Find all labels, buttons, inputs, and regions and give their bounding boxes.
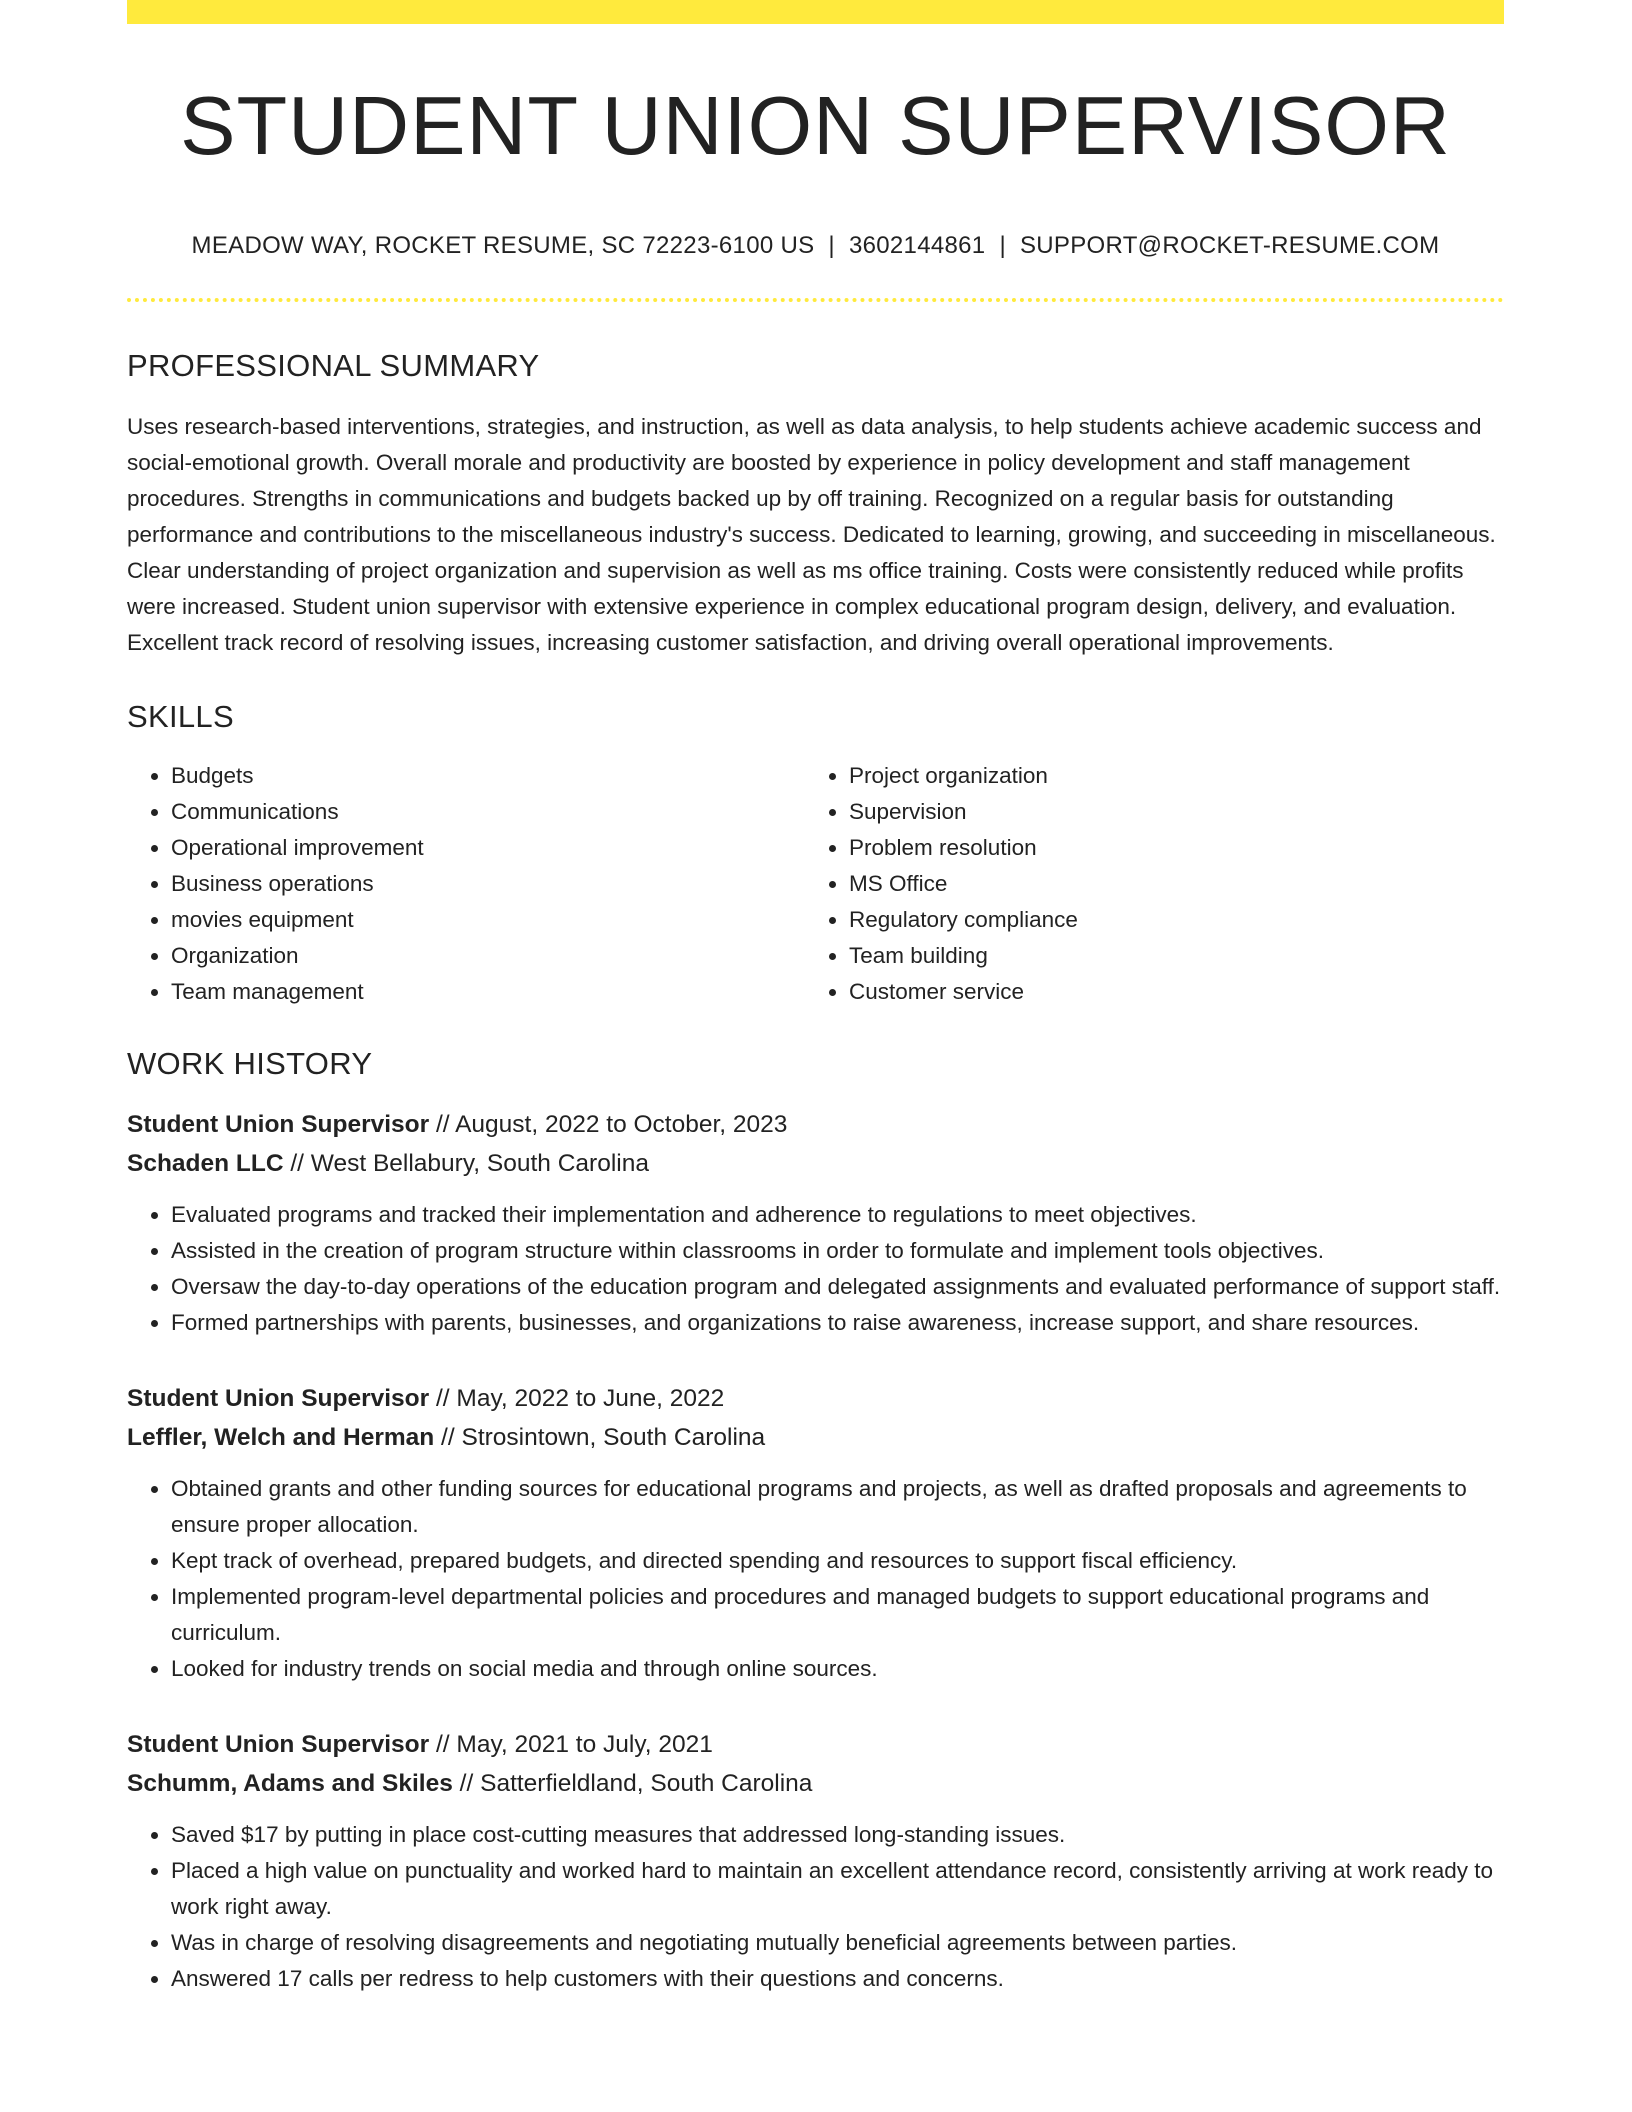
- dotted-divider: [127, 298, 1504, 302]
- job-entry: [127, 1105, 1504, 1341]
- job-bullet: • Evaluated programs and tracked their implementation and adherence to regulations to meet objectives.: [171, 1197, 1504, 1233]
- contact-address: MEADOW WAY, ROCKET RESUME, SC 72223-6100 US: [191, 232, 815, 259]
- job-company: Leffler, Welch and Herman: [127, 1424, 435, 1451]
- job-company-line: [127, 1144, 1504, 1183]
- job-location: // Strosintown, South Carolina: [434, 1424, 766, 1451]
- job-location: // West Bellabury, South Carolina: [283, 1150, 649, 1177]
- top-accent-bar: [127, 0, 1504, 24]
- job-bullet: • Implemented program-level departmental policies and procedures and managed budgets to support educational programs and curriculum.: [171, 1579, 1504, 1651]
- job-bullet: • Looked for industry trends on social media and through online sources.: [171, 1651, 1504, 1687]
- job-company: Schumm, Adams and Skiles: [127, 1770, 453, 1797]
- job-company-line: [127, 1764, 1504, 1803]
- skill-item: • Problem resolution: [849, 830, 1483, 866]
- job-bullet: • Oversaw the day-to-day operations of the education program and delegated assignments and evaluated performance of support staff.: [171, 1269, 1504, 1305]
- job-entry: [127, 1725, 1504, 1997]
- job-bullets: [127, 1471, 1504, 1687]
- job-role: Student Union Supervisor: [127, 1385, 430, 1412]
- skills-list-right: [805, 758, 1483, 1010]
- job-role-line: [127, 1105, 1504, 1144]
- contact-phone: 3602144861: [848, 232, 986, 259]
- contact-line: [127, 232, 1504, 260]
- summary-text: Uses research-based interventions, strategies, and instruction, as well as data analysis, to help students achieve academic success and social-emotional growth. Overall morale and productivity are boosted by experience in policy development and staff management procedures. Strengths in communications and budgets backed up by off training. Recognized on a regular basis for outstanding performance and contributions to the miscellaneous industry's success. Dedicated to learning, growing, and succeeding in miscellaneous. Clear understanding of project organization and supervision as well as ms office training. Costs were consistently reduced while profits were increased. Student union supervisor with extensive experience in complex educational program design, delivery, and evaluation. Excellent track record of resolving issues, increasing customer satisfaction, and driving overall operational improvements.: [127, 414, 1496, 655]
- job-company: Schaden LLC: [127, 1150, 284, 1177]
- job-role: Student Union Supervisor: [127, 1731, 430, 1758]
- contact-separator: |: [999, 232, 1006, 259]
- skill-item: • movies equipment: [171, 902, 805, 938]
- skill-item: • Customer service: [849, 974, 1483, 1010]
- contact-separator: |: [828, 232, 835, 259]
- skill-item: • Organization: [171, 938, 805, 974]
- job-bullet: • Answered 17 calls per redress to help customers with their questions and concerns.: [171, 1961, 1504, 1997]
- job-role: Student Union Supervisor: [127, 1111, 430, 1138]
- skill-item: • Operational improvement: [171, 830, 805, 866]
- skill-item: • Communications: [171, 794, 805, 830]
- skills-title: SKILLS: [127, 699, 234, 734]
- job-company-line: [127, 1418, 1504, 1457]
- job-bullet: • Kept track of overhead, prepared budgets, and directed spending and resources to support fiscal efficiency.: [171, 1543, 1504, 1579]
- skill-item: • Budgets: [171, 758, 805, 794]
- job-role-line: [127, 1725, 1504, 1764]
- job-bullet: • Formed partnerships with parents, businesses, and organizations to raise awareness, increase support, and share resources.: [171, 1305, 1504, 1341]
- contact-email[interactable]: SUPPORT@ROCKET-RESUME.COM: [1019, 232, 1440, 259]
- job-bullet: • Placed a high value on punctuality and worked hard to maintain an excellent attendance record, consistently arriving at work ready to work right away.: [171, 1853, 1504, 1925]
- work-history-title: WORK HISTORY: [127, 1046, 373, 1081]
- skill-item: • Team management: [171, 974, 805, 1010]
- skill-item: • Regulatory compliance: [849, 902, 1483, 938]
- job-entry: [127, 1379, 1504, 1687]
- job-bullet: • Obtained grants and other funding sources for educational programs and projects, as well as drafted proposals and agreements to ensure proper allocation.: [171, 1471, 1504, 1543]
- summary-title: PROFESSIONAL SUMMARY: [127, 348, 540, 383]
- skill-item: • Supervision: [849, 794, 1483, 830]
- skills-list-left: [127, 758, 805, 1010]
- job-bullets: [127, 1197, 1504, 1341]
- job-dates: // May, 2022 to June, 2022: [429, 1385, 725, 1412]
- job-bullet: • Was in charge of resolving disagreements and negotiating mutually beneficial agreements between parties.: [171, 1925, 1504, 1961]
- resume-name: STUDENT UNION SUPERVISOR: [180, 79, 1451, 172]
- skill-item: • Project organization: [849, 758, 1483, 794]
- job-dates: // August, 2022 to October, 2023: [429, 1111, 788, 1138]
- job-role-line: [127, 1379, 1504, 1418]
- job-dates: // May, 2021 to July, 2021: [429, 1731, 713, 1758]
- skill-item: • Team building: [849, 938, 1483, 974]
- skill-item: • Business operations: [171, 866, 805, 902]
- skill-item: • MS Office: [849, 866, 1483, 902]
- job-bullets: [127, 1817, 1504, 1997]
- job-bullet: • Assisted in the creation of program structure within classrooms in order to formulate and implement tools objectives.: [171, 1233, 1504, 1269]
- job-bullet: • Saved $17 by putting in place cost-cutting measures that addressed long-standing issues.: [171, 1817, 1504, 1853]
- resume-page: [127, 0, 1504, 1997]
- job-location: // Satterfieldland, South Carolina: [452, 1770, 813, 1797]
- skills-grid: [127, 758, 1504, 1010]
